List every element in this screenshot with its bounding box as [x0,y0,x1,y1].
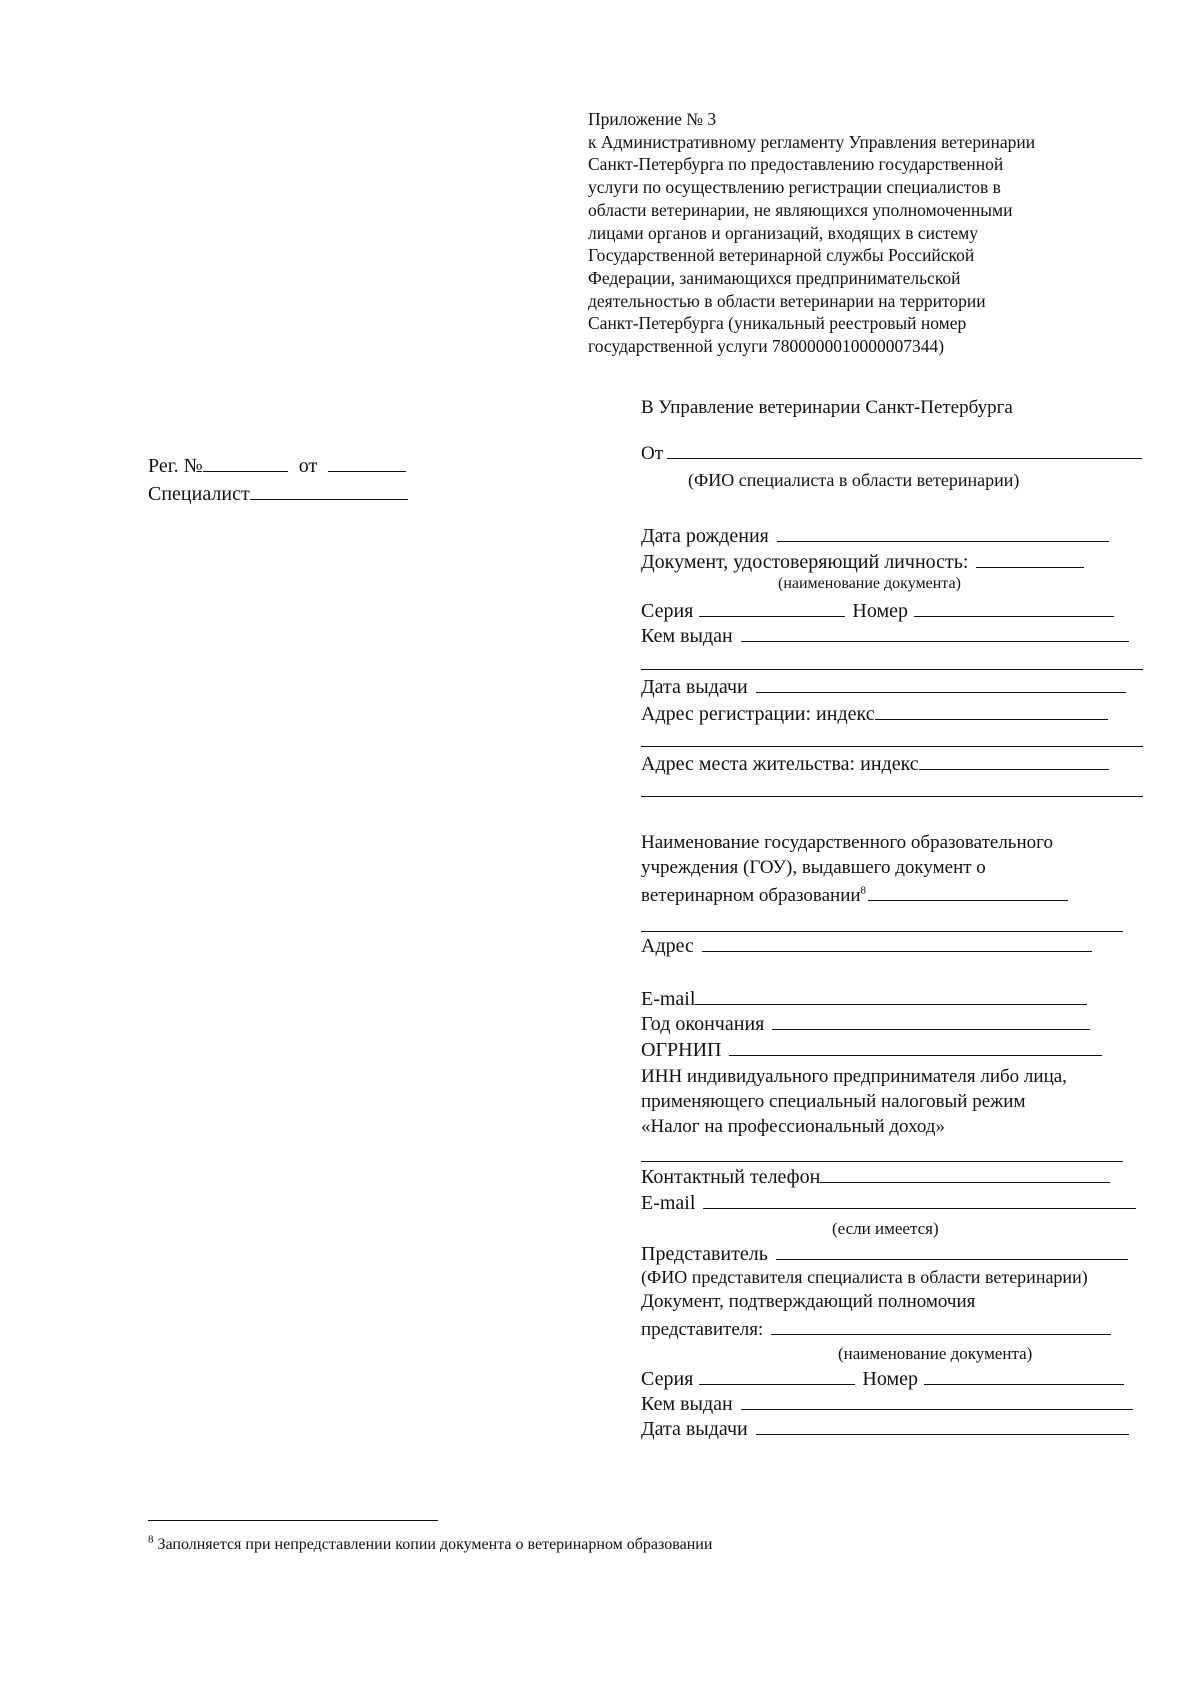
id-document-label: Документ, удостоверяющий личность: [641,551,969,573]
birth-date-label: Дата рождения [641,525,769,547]
representative-label: Представитель [641,1243,768,1265]
contact-phone-row [641,1163,1110,1189]
ogrnip-label: ОГРНИП [641,1039,722,1061]
gou-line1: Наименование государственного образовательного [641,832,1053,853]
rep-issue-date-row [641,1415,1129,1441]
email-row [641,985,1087,1011]
contact-phone-field[interactable] [820,1163,1110,1183]
appendix-line: Санкт-Петербурга по предоставлению государственной [588,154,1004,175]
issue-date-row [641,673,1126,699]
from-label: От [641,443,664,465]
grad-year-field[interactable] [772,1010,1090,1030]
representative-field[interactable] [776,1240,1128,1260]
rep-fio-hint: (ФИО представителя специалиста в области ветеринарии) [641,1267,1088,1287]
addressee: В Управление ветеринарии Санкт-Петербурга [641,397,1013,418]
appendix-line: деятельностью в области ветеринарии на территории [588,290,986,311]
address-label: Адрес [641,935,694,957]
reg-number-label: Рег. № [148,455,203,477]
representative-row [641,1240,1128,1266]
reg-address-index-field[interactable] [875,700,1108,720]
reg-date-field[interactable] [328,452,406,472]
inn-line3: «Налог на профессиональный доход» [641,1116,945,1137]
issued-by-extra-line[interactable] [641,669,1143,670]
rep-issued-by-label: Кем выдан [641,1393,733,1415]
if-any-hint: (если имеется) [832,1219,939,1238]
appendix-line: лицами органов и организаций, входящих в систему [588,222,978,243]
issued-by-row [641,622,1129,648]
birth-date-row [641,522,1109,548]
number-field[interactable] [914,597,1114,617]
rep-number-label: Номер [862,1368,918,1390]
appendix-header [588,108,1148,358]
rep-doc-line1: Документ, подтверждающий полномочия [641,1291,976,1312]
specialist-field[interactable] [250,480,408,500]
email-label: E-mail [641,988,696,1010]
rep-issued-by-field[interactable] [741,1390,1133,1410]
appendix-line: государственной услуги 7800000010000007344) [588,336,945,357]
gou-line3: ветеринарном образовании [641,885,861,907]
grad-year-row [641,1010,1090,1036]
footnote-separator [148,1520,438,1521]
number-label: Номер [852,600,908,622]
rep-series-number-row [641,1365,1124,1391]
issued-by-label: Кем выдан [641,625,733,647]
appendix-line: Государственной ветеринарной службы Российской [588,245,975,266]
residence-address-row [641,750,1109,776]
rep-issue-date-label: Дата выдачи [641,1418,748,1440]
ogrnip-row [641,1036,1102,1062]
rep-doc-label: представителя: [641,1319,764,1341]
appendix-line: услуги по осуществлению регистрации специалистов в [588,177,1001,198]
appendix-line: Федерации, занимающихся предпринимательской [588,267,961,288]
footnote-text: Заполняется при непредставлении копии документа о ветеринарном образовании [157,1536,713,1553]
rep-doc-row [641,1316,1111,1341]
reg-address-extra-line[interactable] [641,746,1143,747]
rep-series-label: Серия [641,1368,694,1390]
inn-line2: применяющего специальный налоговый режим [641,1091,1026,1112]
fio-hint: (ФИО специалиста в области ветеринарии) [688,470,1020,490]
specialist-row [148,480,408,506]
gou-line2: учреждения (ГОУ), выдавшего документ о [641,857,986,878]
appendix-line: к Административному регламенту Управления ветеринарии [588,131,1036,152]
rep-number-field[interactable] [924,1365,1124,1385]
issued-by-field[interactable] [741,622,1129,642]
from-fio-field[interactable] [667,440,1142,459]
inn-line1: ИНН индивидуального предпринимателя либо лица, [641,1066,1067,1087]
residence-address-index-field[interactable] [919,750,1109,770]
rep-issue-date-field[interactable] [756,1415,1129,1435]
rep-issued-by-row [641,1390,1133,1416]
issue-date-label: Дата выдачи [641,676,748,698]
email2-label: E-mail [641,1192,696,1214]
id-document-row [641,548,1084,574]
contact-phone-label: Контактный телефон [641,1166,821,1188]
specialist-label: Специалист [148,483,250,505]
residence-address-label: Адрес места жительства: индекс [641,753,919,775]
footnote-mark: 8 [148,1533,154,1546]
footnote-ref: 8 [860,884,867,897]
series-number-row [641,597,1114,623]
appendix-line: Санкт-Петербурга (уникальный реестровый номер [588,313,967,334]
reg-address-label: Адрес регистрации: индекс [641,703,875,725]
rep-doc-hint: (наименование документа) [838,1344,1033,1363]
gou-row [641,882,1068,907]
residence-address-extra-line[interactable] [641,796,1143,797]
email2-field[interactable] [703,1189,1136,1209]
rep-series-field[interactable] [699,1365,855,1385]
ogrnip-field[interactable] [729,1036,1102,1056]
id-document-field[interactable] [976,548,1084,568]
address-field[interactable] [702,932,1092,952]
registration-number-row [148,452,406,478]
issue-date-field[interactable] [756,673,1126,693]
email-field[interactable] [695,985,1087,1005]
rep-doc-field[interactable] [771,1316,1111,1335]
email2-row [641,1189,1136,1215]
grad-year-label: Год окончания [641,1013,765,1035]
footnote [148,1533,713,1554]
reg-address-row [641,700,1108,726]
series-field[interactable] [699,597,845,617]
inn-field[interactable] [641,1161,1123,1162]
reg-from-label: от [298,455,318,477]
appendix-line: области ветеринарии, не являющихся уполномоченными [588,199,1013,220]
reg-number-field[interactable] [203,452,288,472]
appendix-line: Приложение № 3 [588,109,717,129]
series-label: Серия [641,600,694,622]
from-row [641,440,1142,465]
address-row [641,932,1092,958]
birth-date-field[interactable] [777,522,1109,542]
doc-name-hint: (наименование документа) [778,575,961,592]
gou-field[interactable] [868,882,1068,901]
